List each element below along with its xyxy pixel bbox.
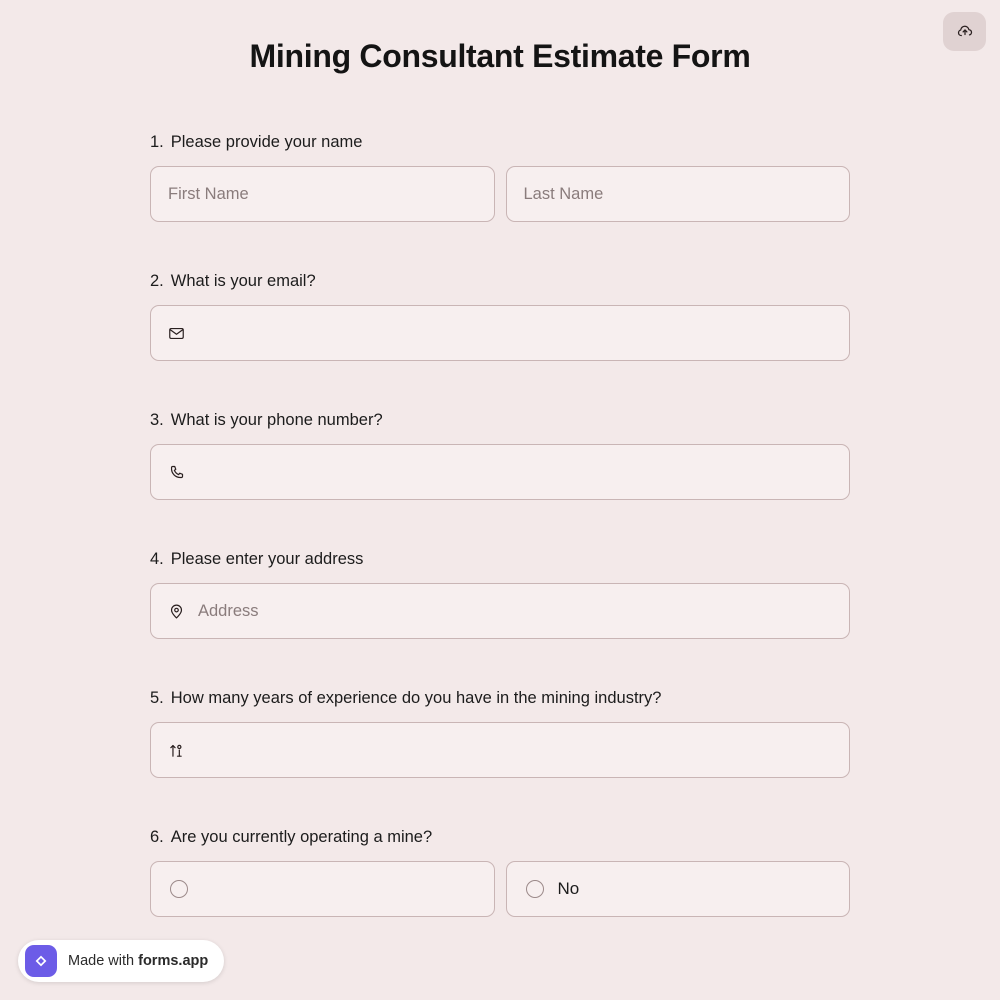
question-4-label bbox=[150, 550, 850, 569]
question-2-number: 2. bbox=[150, 272, 164, 290]
address-placeholder: Address bbox=[198, 601, 259, 620]
radio-circle-icon bbox=[170, 880, 188, 898]
badge-brand: forms.app bbox=[138, 953, 209, 969]
question-5 bbox=[150, 689, 850, 778]
question-1-text: Please provide your name bbox=[170, 133, 363, 151]
question-3-text: What is your phone number? bbox=[170, 411, 383, 429]
cloud-upload-icon-button[interactable] bbox=[943, 12, 986, 51]
years-experience-input[interactable] bbox=[150, 722, 850, 778]
question-6-label bbox=[150, 828, 850, 847]
question-3 bbox=[150, 411, 850, 500]
last-name-placeholder: Last Name bbox=[523, 184, 604, 203]
badge-label bbox=[68, 953, 208, 969]
question-2 bbox=[150, 272, 850, 361]
first-name-placeholder: First Name bbox=[168, 184, 249, 203]
question-6 bbox=[150, 828, 850, 917]
question-1-label bbox=[150, 133, 850, 152]
number-stepper-icon bbox=[167, 741, 185, 759]
page-title: Mining Consultant Estimate Form bbox=[249, 38, 751, 74]
question-4-text: Please enter your address bbox=[170, 550, 364, 568]
question-4-number: 4. bbox=[150, 550, 164, 568]
radio-option-yes[interactable] bbox=[150, 861, 495, 917]
map-pin-icon bbox=[167, 602, 185, 620]
last-name-input[interactable] bbox=[506, 166, 851, 222]
question-5-label bbox=[150, 689, 850, 708]
address-input[interactable] bbox=[150, 583, 850, 639]
question-3-number: 3. bbox=[150, 411, 164, 429]
formsapp-logo-icon bbox=[25, 945, 57, 977]
phone-input[interactable] bbox=[150, 444, 850, 500]
phone-icon bbox=[167, 463, 185, 481]
envelope-icon bbox=[167, 324, 185, 342]
question-2-label bbox=[150, 272, 850, 291]
question-4 bbox=[150, 550, 850, 639]
form-questions bbox=[150, 75, 850, 917]
question-1-number: 1. bbox=[150, 133, 164, 151]
made-with-formsapp-badge[interactable] bbox=[18, 940, 224, 982]
question-2-text: What is your email? bbox=[170, 272, 316, 290]
radio-circle-icon bbox=[526, 880, 544, 898]
radio-option-no[interactable] bbox=[506, 861, 851, 917]
name-fields-row bbox=[150, 166, 850, 222]
question-5-text: How many years of experience do you have in the mining industry? bbox=[170, 689, 662, 707]
question-6-number: 6. bbox=[150, 828, 164, 846]
question-6-text: Are you currently operating a mine? bbox=[170, 828, 433, 846]
radio-option-no-label: No bbox=[557, 879, 580, 898]
operating-mine-options bbox=[150, 861, 850, 917]
badge-prefix: Made with bbox=[68, 953, 139, 969]
first-name-input[interactable] bbox=[150, 166, 495, 222]
question-5-number: 5. bbox=[150, 689, 164, 707]
cloud-upload-icon bbox=[956, 23, 974, 41]
question-1 bbox=[150, 133, 850, 222]
question-3-label bbox=[150, 411, 850, 430]
email-input[interactable] bbox=[150, 305, 850, 361]
